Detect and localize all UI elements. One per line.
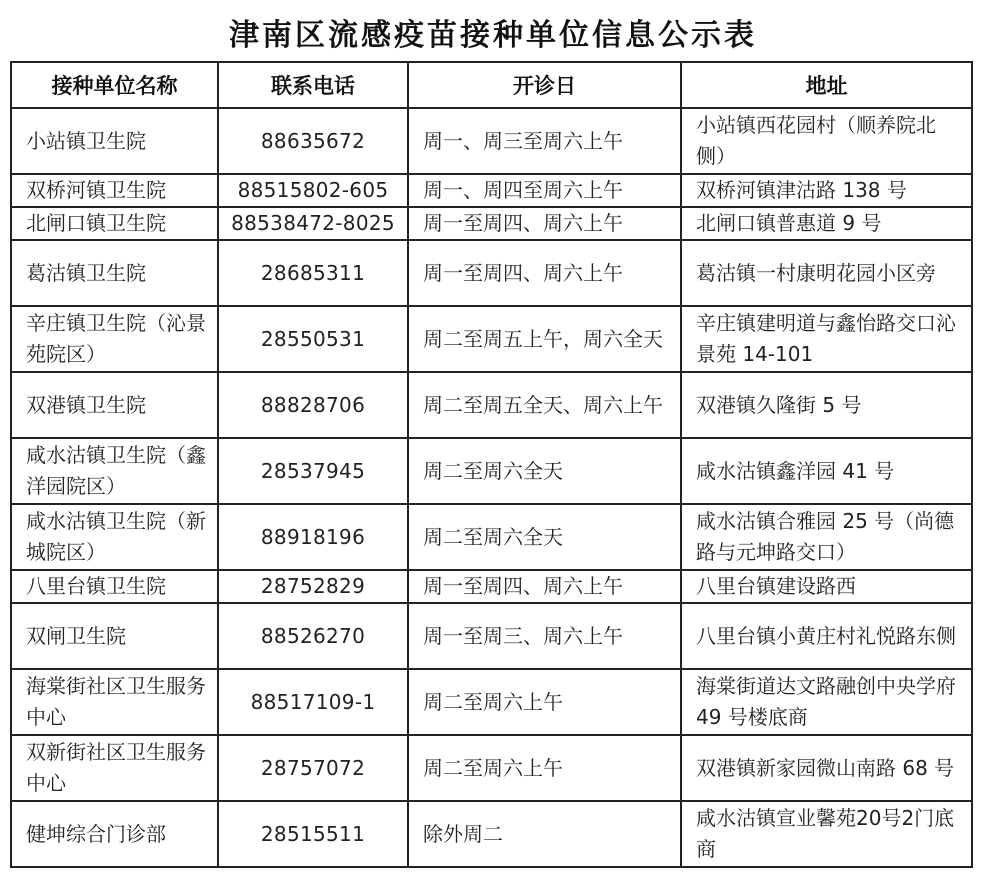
cell-phone: 88918196 — [218, 504, 408, 570]
table-row — [11, 603, 972, 669]
cell-name: 咸水沽镇卫生院（鑫洋园院区） — [11, 438, 218, 504]
cell-name: 咸水沽镇卫生院（新城院区） — [11, 504, 218, 570]
cell-phone: 88538472-8025 — [218, 207, 408, 240]
cell-phone: 88517109-1 — [218, 669, 408, 735]
header-days: 开诊日 — [408, 62, 681, 108]
cell-phone: 28757072 — [218, 735, 408, 801]
table-row — [11, 438, 972, 504]
table-row — [11, 306, 972, 372]
cell-address: 双港镇新家园微山南路 68 号 — [681, 735, 972, 801]
cell-name: 双闸卫生院 — [11, 603, 218, 669]
header-phone: 联系电话 — [218, 62, 408, 108]
cell-days: 周一至周三、周六上午 — [408, 603, 681, 669]
cell-address: 小站镇西花园村（顺养院北侧） — [681, 108, 972, 174]
cell-days: 周二至周六上午 — [408, 669, 681, 735]
table-row — [11, 801, 972, 867]
cell-phone: 28752829 — [218, 570, 408, 603]
cell-days: 周二至周五上午，周六全天 — [408, 306, 681, 372]
cell-address: 咸水沽镇合雅园 25 号（尚德路与元坤路交口） — [681, 504, 972, 570]
header-address: 地址 — [681, 62, 972, 108]
cell-address: 咸水沽镇鑫洋园 41 号 — [681, 438, 972, 504]
cell-days: 周二至周六全天 — [408, 504, 681, 570]
cell-name: 北闸口镇卫生院 — [11, 207, 218, 240]
cell-phone: 88828706 — [218, 372, 408, 438]
table-row — [11, 372, 972, 438]
cell-address: 葛沽镇一村康明花园小区旁 — [681, 240, 972, 306]
cell-phone: 28550531 — [218, 306, 408, 372]
cell-phone: 88526270 — [218, 603, 408, 669]
header-name: 接种单位名称 — [11, 62, 218, 108]
table-row — [11, 174, 972, 207]
cell-phone: 28537945 — [218, 438, 408, 504]
table-row — [11, 570, 972, 603]
cell-name: 双桥河镇卫生院 — [11, 174, 218, 207]
cell-phone: 88635672 — [218, 108, 408, 174]
cell-address: 双桥河镇津沽路 138 号 — [681, 174, 972, 207]
cell-days: 周一至周四、周六上午 — [408, 240, 681, 306]
cell-days: 除外周二 — [408, 801, 681, 867]
cell-phone: 28515511 — [218, 801, 408, 867]
cell-name: 小站镇卫生院 — [11, 108, 218, 174]
cell-phone: 28685311 — [218, 240, 408, 306]
cell-name: 葛沽镇卫生院 — [11, 240, 218, 306]
cell-days: 周二至周六上午 — [408, 735, 681, 801]
cell-days: 周一、周三至周六上午 — [408, 108, 681, 174]
table-row — [11, 207, 972, 240]
cell-days: 周一至周四、周六上午 — [408, 207, 681, 240]
cell-days: 周二至周五全天、周六上午 — [408, 372, 681, 438]
table-header-row — [11, 62, 972, 108]
cell-address: 双港镇久隆街 5 号 — [681, 372, 972, 438]
cell-address: 北闸口镇普惠道 9 号 — [681, 207, 972, 240]
table-row — [11, 735, 972, 801]
table-row — [11, 504, 972, 570]
cell-days: 周二至周六全天 — [408, 438, 681, 504]
vaccination-sites-table — [10, 61, 973, 868]
cell-address: 八里台镇小黄庄村礼悦路东侧 — [681, 603, 972, 669]
cell-name: 八里台镇卫生院 — [11, 570, 218, 603]
cell-name: 健坤综合门诊部 — [11, 801, 218, 867]
cell-name: 双港镇卫生院 — [11, 372, 218, 438]
cell-address: 辛庄镇建明道与鑫怡路交口沁景苑 14-101 — [681, 306, 972, 372]
cell-phone: 88515802-605 — [218, 174, 408, 207]
cell-address: 海棠街道达文路融创中央学府 49 号楼底商 — [681, 669, 972, 735]
cell-days: 周一、周四至周六上午 — [408, 174, 681, 207]
cell-name: 双新街社区卫生服务中心 — [11, 735, 218, 801]
table-row — [11, 669, 972, 735]
cell-name: 辛庄镇卫生院（沁景苑院区） — [11, 306, 218, 372]
cell-address: 咸水沽镇宣业馨苑20号2门底商 — [681, 801, 972, 867]
cell-days: 周一至周四、周六上午 — [408, 570, 681, 603]
cell-address: 八里台镇建设路西 — [681, 570, 972, 603]
table-row — [11, 240, 972, 306]
page-title: 津南区流感疫苗接种单位信息公示表 — [229, 18, 757, 53]
cell-name: 海棠街社区卫生服务中心 — [11, 669, 218, 735]
table-row — [11, 108, 972, 174]
